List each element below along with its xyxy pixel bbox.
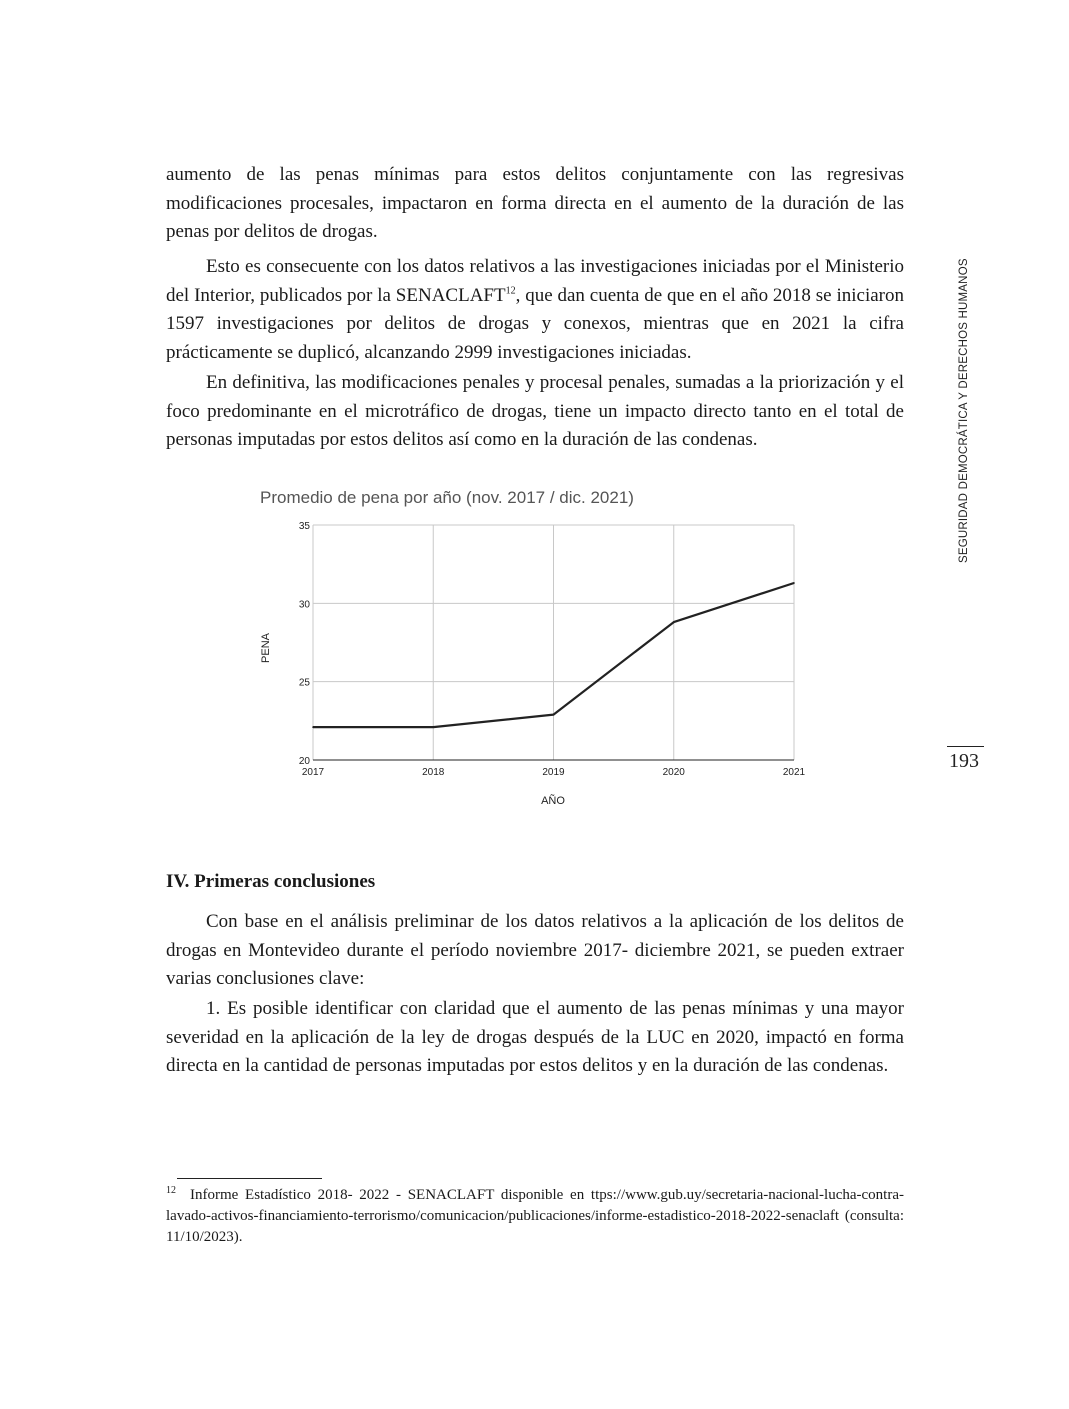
- y-tick-label: 35: [298, 521, 310, 532]
- y-tick-label: 20: [298, 756, 310, 767]
- line-chart: [250, 480, 820, 820]
- data-point: [673, 621, 675, 623]
- data-point: [312, 726, 314, 728]
- page-number: 193: [949, 750, 979, 772]
- paragraph-senaclaft-text-a: Esto es consecuente con los datos relativos a las investigaciones iniciadas por el Ministerio del Interior, publicados por la SENACLAFT: [166, 256, 904, 306]
- footnote-text: Informe Estadístico 2018- 2022 - SENACLAFT disponible en ttps://www.gub.uy/secretaria-nacional-lucha-contra-lavado-activos-financiamiento-terrorismo/comunicacion/publicaciones/informe-estadistico-2018-2022-senaclaft (consulta: 11/10/2023).: [166, 1187, 904, 1245]
- section-heading: IV. Primeras conclusiones: [166, 871, 376, 892]
- paragraph-definitiva: En definitiva, las modificaciones penales y procesal penales, sumadas a la priorización y el foco predominante en el microtráfico de drogas, tiene un impacto directo tanto en el total de personas imputadas por estos delitos así como en la duración de las condenas.: [166, 372, 904, 450]
- page-number-rule: [947, 746, 984, 747]
- running-head-vertical: SEGURIDAD DEMOCRÁTICA Y DERECHOS HUMANOS: [958, 258, 970, 563]
- footnote-separator: [177, 1178, 322, 1179]
- paragraph-senaclaft: [166, 253, 904, 367]
- footnote-reference[interactable]: 12: [505, 285, 516, 297]
- paragraph-conclusions-intro: Con base en el análisis preliminar de los datos relativos a la aplicación de los delitos de drogas en Montevideo durante el período noviembre 2017- diciembre 2021, se pueden extraer varias conclusiones clave:: [166, 911, 904, 989]
- x-tick-label: 2019: [542, 767, 565, 778]
- y-tick-label: 30: [298, 599, 310, 611]
- chart-title: Promedio de pena por año (nov. 2017 / dic. 2021): [260, 488, 634, 507]
- data-point: [432, 726, 434, 728]
- paragraph-senaclaft-text-b: , que dan cuenta de que en el año 2018 se iniciaron 1597 investigaciones por delitos de drogas y conexos, mientras que en 2021 la cifra prácticamente se duplicó, alcanzando 2999 investigaciones iniciadas.: [166, 284, 904, 363]
- x-tick-label: 2017: [301, 767, 325, 778]
- x-axis-label: AÑO: [541, 795, 565, 807]
- x-tick-label: 2018: [422, 767, 445, 778]
- paragraph-continuation: aumento de las penas mínimas para estos delitos conjuntamente con las regresivas modificaciones procesales, impactaron en forma directa en el aumento de la duración de las penas por delitos de drogas.: [166, 164, 904, 242]
- footnote-number: 12: [166, 1185, 176, 1196]
- x-tick-label: 2020: [662, 767, 685, 778]
- footnote: [166, 1185, 904, 1248]
- paragraph-conclusion-1: 1. Es posible identificar con claridad que el aumento de las penas mínimas y una mayor severidad en la aplicación de la ley de drogas después de la LUC en 2020, impactó en forma directa en la cantidad de personas imputadas por estos delitos y en la duración de las condenas.: [166, 998, 904, 1076]
- data-point: [553, 714, 555, 716]
- y-axis-label: PENA: [260, 633, 272, 663]
- y-tick-label: 25: [298, 677, 310, 689]
- x-tick-label: 2021: [782, 767, 806, 778]
- data-point: [793, 582, 795, 584]
